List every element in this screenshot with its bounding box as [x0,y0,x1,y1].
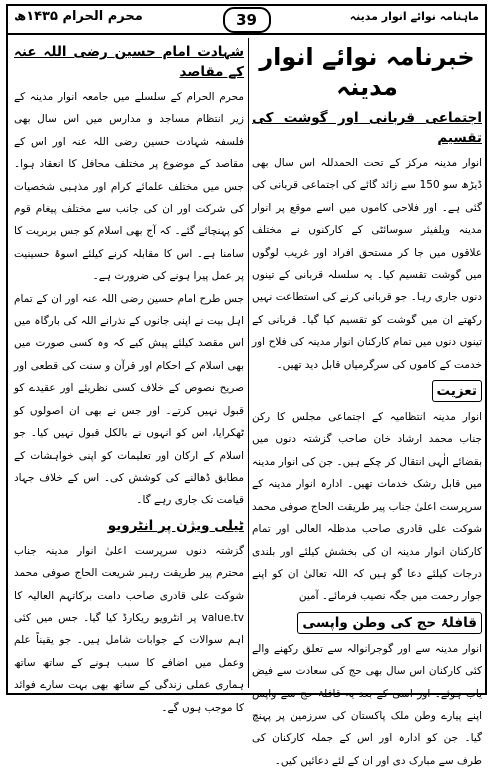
header-divider [6,33,487,35]
section-text-tv-interview: گزشتہ دنوں سرپرست اعلیٰ انوار مدینہ جناب محترم پیر طریقت رہبر شریعت الحاج صوفی محمد شوکت علی قادری صاحب دامت برکاتہم العالیہ کا value.tv پر انٹرویو ریکارڈ کیا گیا۔ جس میں کئی اہم سوالات کے جوابات شامل ہیں۔ جو یقیناً علم وعمل میں اضافے کا سبب ہونے کے ساتھ ساتھ ہماری عملی زندگی کے ساتھ بھی بہت سارے فوائد کا موجب ہوں گے۔ [14,544,244,714]
issue-date: محرم الحرام ۱۴۳۵ھ [14,9,143,24]
section-heading-hajj: قافلۂ حج کی وطن واپسی [297,612,482,634]
section-text-shahadat-b: جس طرح امام حسین رضی اللہ عنہ اور ان کے تمام اہل بیت نے اپنی جانوں کے نذرانے اللہ کی بارگاہ میں اس مقصد کیلئے پیش کیے کہ وہ کسی صورت میں بھی اسلام کے احکام اور قرآن و سنت کی قطعی اور صریح نصوص کے خلاف کسی نظریئے اور عقیدے کو قبول نہیں کرتے۔ اور جس نے بھی ان اصولوں کو ٹھکرایا، اس کو انہوں نے بالکل قبول نہیں کیا۔ جو اسلام کے ارکان اور تعلیمات کو اپنی خواہشات کے مطابق ڈھالنے کی کوشش کی۔ اس کے خلاف جہاد قیامت تک جاری رہے گا۔ [14,292,244,507]
section-heading-tazeat: تعزیت [432,380,482,402]
section-heading-shahadat: شہادت امام حسین رضی اللہ عنہ کے مقاصد [14,44,244,80]
right-column [252,38,482,772]
section-text-hajj: انوار مدینہ سے اور گوجرانوالہ سے تعلق رکھنے والے کئی کارکنان اس سال بھی حج کی سعادت سے فیض یاب ہوئے۔ اور اسی کے بعد یہ قافلۂ حج سے واپس اپنے پیارے وطن ملک پاکستان کی سرزمین پر پہنچ گیا۔ جن کو ادارہ اور اس کے جملہ کارکنان کی طرف سے مبارک دی اور ان کے لئے دعائیں کیں۔ [252,642,482,767]
section-heading-qurbani: اجتماعی قربانی اور گوشت کی تقسیم [252,110,482,146]
section-heading-tv-interview: ٹیلی ویژن پر انٹرویو [107,517,244,534]
section-text-shahadat-a: محرم الحرام کے سلسلے میں جامعہ انوار مدینہ کے زیر انتظام مساجد و مدارس میں اس سال بھی فلسفہ شہادت حسین رضی اللہ عنہ اور اس کے مقاصد کے موضوع پر مختلف محافل کا انعقاد ہوا۔ جس میں مختلف علمائے کرام اور مذہبی شخصیات کی شرکت اور ان کی جانب سے مختلف پیغام قوم کو پہنچائے گئے۔ کہ آج بھی اسلام کو جس بربریت کا سامنا ہے۔ اس کا مقابلہ کرنے کیلئے اسوۂ حسینیت پر عمل پیرا ہونے کی ضرورت ہے۔ [14,91,244,283]
column-divider [248,38,249,688]
page-header [6,4,487,34]
page-number: 39 [223,7,271,33]
page-title: خبرنامہ نوائے انوار مدینہ [259,43,475,101]
magazine-name: ماہنامہ نوائے انوار مدینہ [349,10,479,23]
left-column [14,38,244,719]
section-text-tazeat: انوار مدینہ انتظامیہ کے اجتماعی مجلس کا رکن جناب محمد ارشاد خان صاحب گزشتہ دنوں میں بقضائے الٰہی انتقال کر چکے ہیں۔ جن کی انوار مدینہ میں قابل رشک خدمات تھیں۔ ادارہ انوار مدینہ کے سرپرست اعلیٰ جناب پیر طریقت الحاج صوفی محمد شوکت علی قادری صاحب مدظلہ العالی اور تمام کارکنان انوار مدینہ ان کی بخشش کیلئے اور بلندی درجات کیلئے دعا گو ہیں کہ اللہ تعالیٰ ان کو اپنے جوار رحمت میں جگہ نصیب فرمائے۔ آمین [252,411,482,603]
section-text-qurbani: انوار مدینہ مرکز کے تحت الحمدللہ اس سال بھی ڈیڑھ سو 150 سے زائد گائے کی اجتماعی قربانی کی گئی ہے۔ اور فلاحی کاموں میں اسے موقع پر انوار مدینہ ویلفیئر سوسائٹی کے کارکنوں نے مختلف علاقوں میں جا کر مستحق افراد اور غریب لوگوں میں گوشت تقسیم کیا۔ یہ سلسلہ قربانی کے تینوں دنوں جاری رہا۔ جو قربانی کرنے کی استطاعت نہیں رکھتے ان میں گوشت کو تقسیم کیا گیا۔ قربانی کے تینوں دنوں میں تمام کارکنان انوار مدینہ کی فلاح اور خدمت کے کاموں کی سرگرمیاں قابل دید تھیں۔ [252,157,483,371]
